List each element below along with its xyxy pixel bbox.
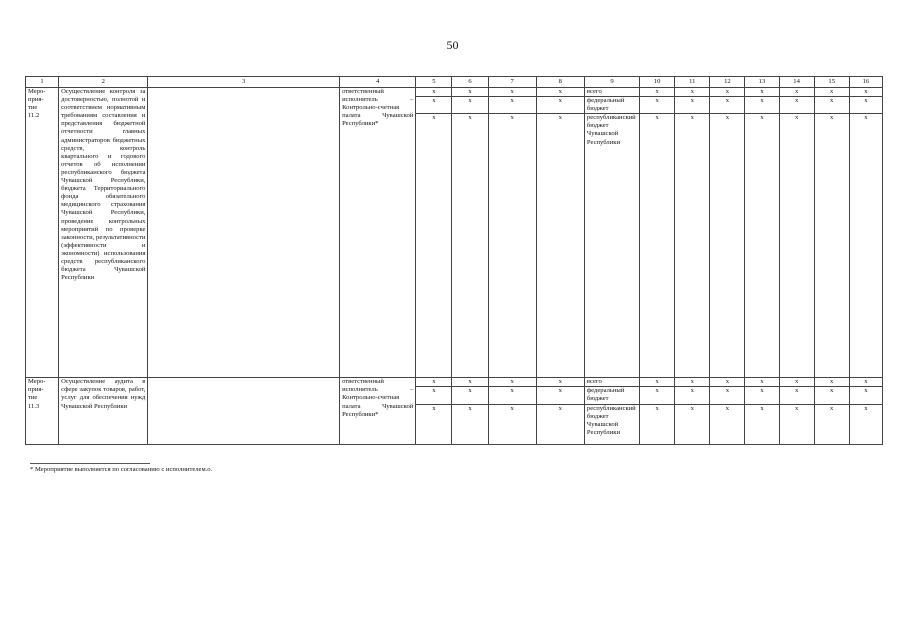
value-cell: х — [416, 387, 452, 404]
measure-col3 — [148, 88, 340, 378]
value-cell: х — [710, 378, 745, 387]
column-header: 10 — [640, 77, 675, 88]
footnote: * Мероприятие выполняется по согласованию с исполнителем.о. — [30, 466, 213, 473]
column-header: 15 — [814, 77, 849, 88]
value-cell: х — [536, 378, 584, 387]
page-number: 50 — [446, 38, 459, 52]
value-cell: х — [779, 378, 814, 387]
value-cell: х — [849, 88, 882, 97]
table-row — [26, 378, 883, 387]
value-cell: х — [416, 378, 452, 387]
value-cell: х — [779, 88, 814, 97]
value-cell: х — [640, 88, 675, 97]
column-header: 6 — [452, 77, 488, 88]
value-cell: х — [640, 114, 675, 378]
funding-source: республиканский бюджет Чувашской Республики — [584, 114, 639, 378]
column-header: 12 — [710, 77, 745, 88]
measure-description: Осуществление аудита в сфере закупок товаров, работ, услуг для обеспечения нужд Чувашской Республики — [59, 378, 148, 444]
value-cell: х — [675, 404, 710, 444]
column-header: 9 — [584, 77, 639, 88]
value-cell: х — [536, 114, 584, 378]
value-cell: х — [452, 404, 488, 444]
value-cell: х — [745, 387, 779, 404]
funding-source: республиканский бюджет Чувашской Республики — [584, 404, 639, 444]
measure-id: Меро- прия- тие 11.3 — [26, 378, 59, 444]
measure-id: Меро- прия- тие 11.2 — [26, 88, 59, 378]
value-cell: х — [849, 404, 882, 444]
value-cell: х — [675, 387, 710, 404]
measure-executor: ответственный исполнитель – Контрольно-счетная палата Чувашской Республики* — [340, 88, 416, 378]
value-cell: х — [745, 404, 779, 444]
value-cell: х — [745, 378, 779, 387]
value-cell: х — [452, 387, 488, 404]
value-cell: х — [779, 114, 814, 378]
value-cell: х — [710, 404, 745, 444]
value-cell: х — [452, 378, 488, 387]
funding-source: всего — [584, 378, 639, 387]
value-cell: х — [745, 114, 779, 378]
value-cell: х — [710, 97, 745, 114]
value-cell: х — [814, 387, 849, 404]
value-cell: х — [710, 387, 745, 404]
value-cell: х — [849, 114, 882, 378]
measure-description: Осуществление контроля за достоверностью, полнотой и соответствием нормативным требованиям составления и представления бюджетной отчетности главных администраторов бюджетных средств, контроль квартального и годового отчетов об исполнении республиканского бюджета Чувашской Республики, бюджета Территориального фонда обязательного медицинского страхования Чувашской Республики, проведение контрольных мероприятий по проверке законности, результативности (эффективности и экономности) использования средств республиканского бюджета Чувашской Республики — [59, 88, 148, 378]
column-header: 7 — [488, 77, 536, 88]
column-header: 11 — [675, 77, 710, 88]
value-cell: х — [745, 97, 779, 114]
value-cell: х — [536, 88, 584, 97]
measure-col3 — [148, 378, 340, 444]
value-cell: х — [814, 97, 849, 114]
value-cell: х — [779, 97, 814, 114]
value-cell: х — [814, 404, 849, 444]
value-cell: х — [488, 387, 536, 404]
value-cell: х — [675, 378, 710, 387]
value-cell: х — [536, 404, 584, 444]
value-cell: х — [416, 404, 452, 444]
value-cell: х — [779, 387, 814, 404]
value-cell: х — [416, 88, 452, 97]
value-cell: х — [849, 97, 882, 114]
value-cell: х — [814, 378, 849, 387]
value-cell: х — [640, 404, 675, 444]
value-cell: х — [675, 114, 710, 378]
program-table — [25, 76, 883, 445]
value-cell: х — [488, 114, 536, 378]
value-cell: х — [640, 97, 675, 114]
column-header: 8 — [536, 77, 584, 88]
value-cell: х — [416, 114, 452, 378]
value-cell: х — [745, 88, 779, 97]
funding-source: федеральный бюджет — [584, 387, 639, 404]
value-cell: х — [452, 88, 488, 97]
value-cell: х — [849, 378, 882, 387]
header-row — [26, 77, 883, 88]
value-cell: х — [488, 378, 536, 387]
funding-source: федеральный бюджет — [584, 97, 639, 114]
column-header: 3 — [148, 77, 340, 88]
value-cell: х — [640, 378, 675, 387]
value-cell: х — [640, 387, 675, 404]
value-cell: х — [488, 88, 536, 97]
column-header: 2 — [59, 77, 148, 88]
footnote-divider — [30, 463, 150, 464]
value-cell: х — [536, 387, 584, 404]
value-cell: х — [675, 97, 710, 114]
table-row — [26, 88, 883, 97]
funding-source: всего — [584, 88, 639, 97]
column-header: 5 — [416, 77, 452, 88]
measure-executor: ответственный исполнитель – Контрольно-счетная палата Чувашской Республики* — [340, 378, 416, 444]
value-cell: х — [814, 88, 849, 97]
column-header: 16 — [849, 77, 882, 88]
value-cell: х — [849, 387, 882, 404]
value-cell: х — [488, 97, 536, 114]
value-cell: х — [814, 114, 849, 378]
value-cell: х — [779, 404, 814, 444]
column-header: 4 — [340, 77, 416, 88]
value-cell: х — [416, 97, 452, 114]
value-cell: х — [675, 88, 710, 97]
column-header: 14 — [779, 77, 814, 88]
value-cell: х — [488, 404, 536, 444]
value-cell: х — [710, 114, 745, 378]
value-cell: х — [710, 88, 745, 97]
column-header: 13 — [745, 77, 779, 88]
value-cell: х — [452, 114, 488, 378]
value-cell: х — [452, 97, 488, 114]
column-header: 1 — [26, 77, 59, 88]
value-cell: х — [536, 97, 584, 114]
